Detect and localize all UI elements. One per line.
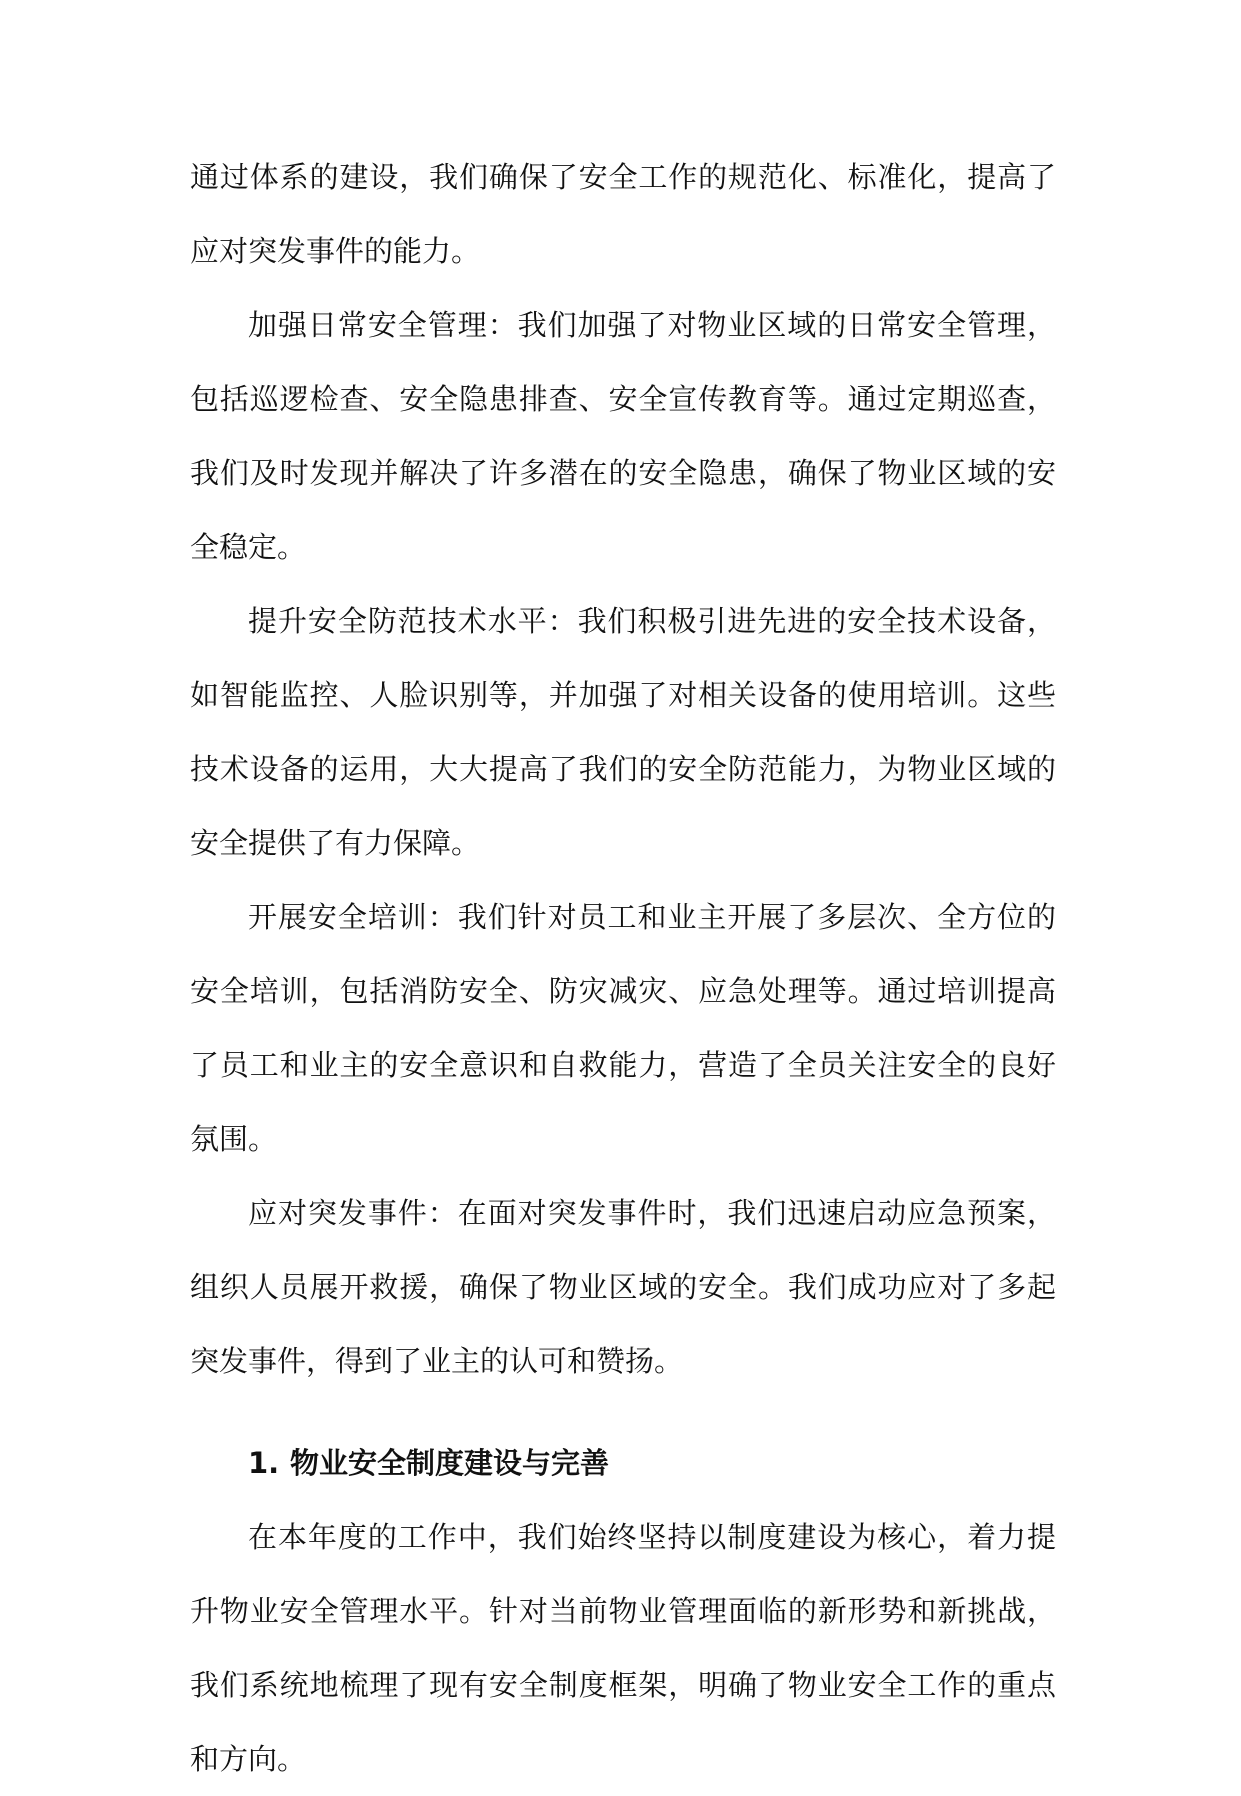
paragraph-system-building: 在本年度的工作中，我们始终坚持以制度建设为核心，着力提升物业安全管理水平。针对当前物业管理面临的新形势和新挑战，我们系统地梳理了现有安全制度框架，明确了物业安全工作的重点和方向。 bbox=[190, 1520, 1056, 1776]
section-heading-number: 1. bbox=[248, 1446, 280, 1480]
paragraph-safety-training: 开展安全培训：我们针对员工和业主开展了多层次、全方位的安全培训，包括消防安全、防灾减灾、应急处理等。通过培训提高了员工和业主的安全意识和自救能力，营造了全员关注安全的良好氛围。 bbox=[190, 900, 1056, 1156]
document-body bbox=[190, 140, 1056, 1796]
section-heading bbox=[190, 1426, 1056, 1500]
paragraph-daily-safety-management: 加强日常安全管理：我们加强了对物业区域的日常安全管理，包括巡逻检查、安全隐患排查、安全宣传教育等。通过定期巡查，我们及时发现并解决了许多潜在的安全隐患，确保了物业区域的安全稳定。 bbox=[190, 308, 1056, 564]
section-heading-title: 物业安全制度建设与完善 bbox=[290, 1446, 610, 1480]
paragraph-safety-technology: 提升安全防范技术水平：我们积极引进先进的安全技术设备，如智能监控、人脸识别等，并加强了对相关设备的使用培训。这些技术设备的运用，大大提高了我们的安全防范能力，为物业区域的安全提供了有力保障。 bbox=[190, 604, 1056, 860]
paragraph-continuation: 通过体系的建设，我们确保了安全工作的规范化、标准化，提高了应对突发事件的能力。 bbox=[190, 160, 1056, 268]
paragraph-emergency-response: 应对突发事件：在面对突发事件时，我们迅速启动应急预案，组织人员展开救援，确保了物业区域的安全。我们成功应对了多起突发事件，得到了业主的认可和赞扬。 bbox=[190, 1196, 1056, 1378]
